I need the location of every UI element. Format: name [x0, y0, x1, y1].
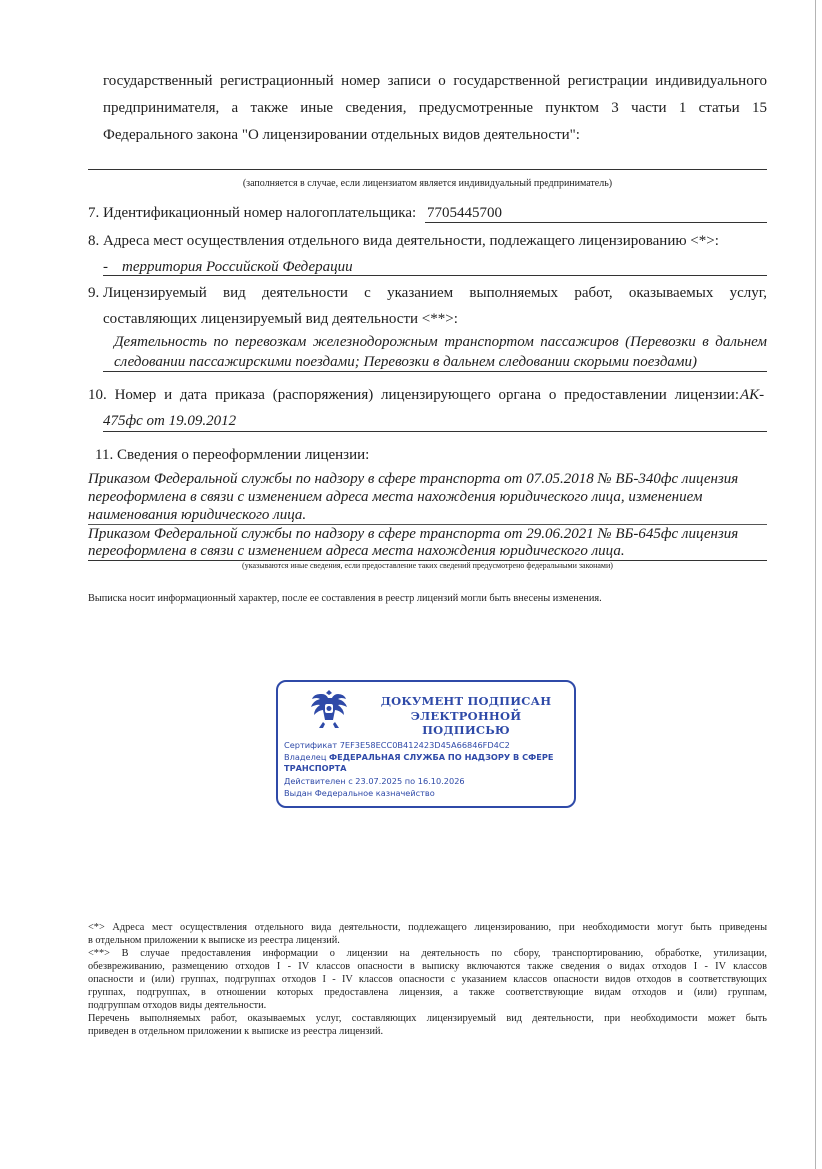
footnote-2-line-4: группах, подгруппах, в отношении которых предоставлена лицензия, а также соответствующие видам отходов и (или) группам,	[88, 987, 767, 998]
reissue-entry-1-line-2: переоформлена в связи с изменением адреса места нахождения юридического лица, изменением	[88, 489, 703, 505]
activity-value-line-1: Деятельность по перевозкам железнодорожным транспортом пассажиров (Перевозки в дальнем	[114, 334, 767, 350]
stamp-title-2: ЭЛЕКТРОННОЙ ПОДПИСЬЮ	[410, 709, 522, 737]
footnote-2-line-1: <**> В случае предоставления информации о лицензии на деятельность по сбору, транспортированию, обработке, утилизации,	[88, 948, 767, 959]
activity-underline	[103, 371, 767, 372]
footnote-2-line-5: подгруппам отходов виды деятельности.	[88, 1000, 267, 1011]
stamp-certificate	[284, 740, 510, 751]
stamp-owner	[284, 752, 553, 763]
footnote-2-line-3: опасности и (или) группах, подгруппах отходов I - IV классов опасности с указанием классов опасности видов отходов в соответствующих	[88, 974, 767, 985]
footnote-3-line-2: приведен в отдельном приложении к выписке из реестра лицензий.	[88, 1026, 384, 1037]
order-label: 10. Номер и дата приказа (распоряжения) лицензирующего органа о предоставлении лицензии:	[88, 387, 739, 403]
activity-number: 9.	[88, 285, 100, 301]
stamp-owner-cont	[284, 763, 347, 774]
footnote-2-line-2: обезвреживанию, размещению отходов I - IV классов опасности в выписку включаются также сведения о видах отходов I - IV классов	[88, 961, 767, 972]
reissue-entry-1-line-1: Приказом Федеральной службы по надзору в сфере транспорта от 07.05.2018 № ВБ-340фс лицензия	[88, 471, 739, 487]
addresses-label: 8. Адреса мест осуществления отдельного вида деятельности, подлежащего лицензированию <*>:	[88, 233, 719, 249]
activity-value-line-2: следовании пассажирскими поездами; Перевозки в дальнем следовании скорыми поездами)	[114, 354, 697, 370]
order-value-start: АК-	[740, 387, 765, 403]
inn-label: 7. Идентификационный номер налогоплательщика:	[88, 205, 417, 221]
intro-line-3: Федерального закона "О лицензировании отдельных видов деятельности":	[103, 127, 580, 143]
reissue-entry-1-line-3: наименования юридического лица.	[88, 507, 307, 523]
page-edge	[815, 0, 816, 1169]
reissue-label: 11. Сведения о переоформлении лицензии:	[95, 447, 370, 463]
stamp-validity: Действителен с 23.07.2025 по 16.10.2026	[284, 776, 465, 786]
intro-line-2: предпринимателя, а также иные сведения, предусмотренные пунктом 3 части 1 статьи 15	[103, 100, 767, 116]
owner-value-1: ФЕДЕРАЛЬНАЯ СЛУЖБА ПО НАДЗОРУ В СФЕРЕ	[329, 752, 554, 762]
footnote-1-line-2: в отдельном приложении к выписке из реестра лицензий.	[88, 935, 340, 946]
footnote-1-line-1: <*> Адреса мест осуществления отдельного вида деятельности, подлежащего лицензированию, при необходимости могут быть приведены	[88, 922, 767, 933]
disclaimer: Выписка носит информационный характер, после ее составления в реестр лицензий могли быть внесены изменения.	[88, 593, 602, 604]
order-value-end: 475фс от 19.09.2012	[103, 413, 237, 429]
stamp-issuer: Выдан Федеральное казначейство	[284, 788, 435, 798]
owner-label: Владелец	[284, 752, 327, 762]
certificate-value: 7EF3E58ECC0B412423D45A66846FD4C2	[339, 740, 510, 750]
activity-label-line-1: Лицензируемый вид деятельности с указанием выполняемых работ, оказываемых услуг,	[103, 285, 767, 301]
order-underline	[103, 431, 767, 432]
signature-stamp	[276, 680, 576, 808]
intro-note: (заполняется в случае, если лицензиатом является индивидуальный предприниматель)	[242, 178, 613, 189]
double-headed-eagle-icon	[306, 686, 352, 732]
inn-underline	[425, 222, 767, 223]
intro-divider	[88, 169, 767, 170]
reissue-entry-2-line-1: Приказом Федеральной службы по надзору в сфере транспорта от 29.06.2021 № ВБ-645фс лицензия	[88, 526, 739, 542]
inn-value: 7705445700	[427, 205, 502, 221]
address-value: территория Российской Федерации	[122, 259, 353, 275]
stamp-title-1: ДОКУМЕНТ ПОДПИСАН	[380, 694, 552, 708]
activity-label-line-2: составляющих лицензируемый вид деятельности <**>:	[103, 311, 458, 327]
owner-value-2: ТРАНСПОРТА	[284, 763, 347, 773]
intro-line-1: государственный регистрационный номер записи о государственной регистрации индивидуального	[103, 73, 767, 89]
footnote-3-line-1: Перечень выполняемых работ, оказываемых услуг, составляющих лицензируемый вид деятельности, при необходимости может быть	[88, 1013, 767, 1024]
reissue-note: (указываются иные сведения, если предоставление таких сведений предусмотрено федеральными законами)	[242, 561, 613, 570]
address-bullet: -	[103, 259, 108, 275]
address-underline	[103, 275, 767, 276]
certificate-label: Сертификат	[284, 740, 338, 750]
reissue-entry-2-line-2: переоформлена в связи с изменением адреса места нахождения юридического лица.	[88, 543, 625, 559]
